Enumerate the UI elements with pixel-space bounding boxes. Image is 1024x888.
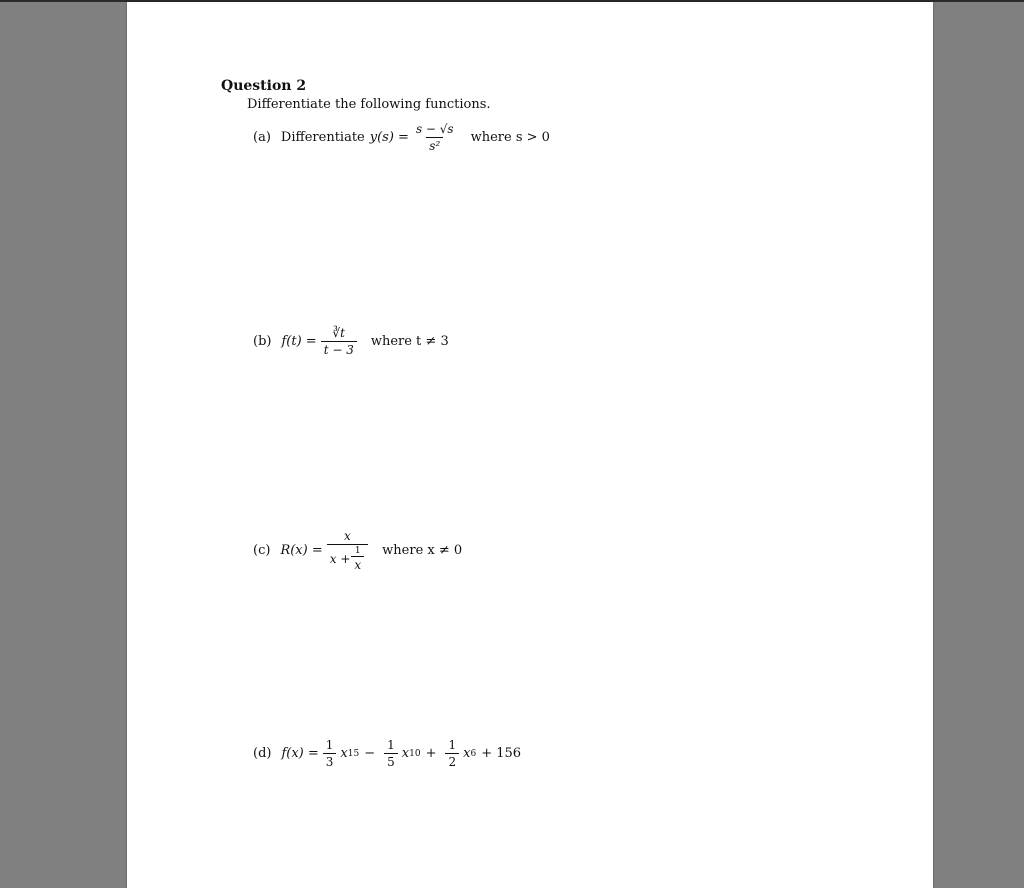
part-c-label: (c) — [253, 543, 271, 558]
part-d-term2-exponent: 10 — [409, 748, 421, 759]
part-b-fraction — [321, 326, 357, 357]
part-d-label: (d) — [253, 746, 272, 761]
part-d-op1: − — [364, 746, 376, 761]
part-b-label: (b) — [253, 334, 272, 349]
part-c-numerator: x — [344, 529, 351, 543]
part-c-denominator-main: x + — [329, 552, 351, 566]
part-a-denominator: s² — [426, 137, 443, 153]
part-d-op2: + — [425, 746, 437, 761]
part-d-term3-denominator: 2 — [445, 753, 459, 769]
part-b-denominator: t − 3 — [321, 341, 357, 357]
question-instruction: Differentiate the following functions. — [247, 97, 491, 112]
part-c-fraction — [327, 529, 368, 572]
part-c-inner-denominator: x — [351, 556, 364, 572]
part-a-condition: where s > 0 — [470, 130, 550, 145]
document-page — [127, 2, 933, 888]
part-d-term1-exponent: 15 — [347, 748, 360, 759]
part-a-fraction — [413, 122, 457, 153]
part-d-term2-var: x — [401, 746, 410, 761]
part-b-numerator: ∛t — [332, 326, 345, 340]
part-d — [253, 738, 521, 769]
part-a-lhs: y(s) = — [369, 130, 409, 145]
part-d-term1-var: x — [340, 746, 348, 761]
part-c-condition: where x ≠ 0 — [382, 543, 463, 558]
part-d-term3-var: x — [463, 746, 471, 761]
part-c-inner-fraction — [351, 546, 364, 572]
part-c — [253, 529, 462, 572]
part-d-term3-exponent: 6 — [470, 748, 477, 759]
part-c-lhs: R(x) = — [280, 543, 323, 558]
part-c-inner-numerator: 1 — [354, 546, 361, 556]
part-d-term3-fraction — [445, 738, 459, 769]
part-d-lhs: f(x) = — [281, 746, 319, 761]
part-a-numerator: s − √s — [415, 122, 454, 136]
part-c-denominator — [327, 544, 368, 572]
part-b-condition: where t ≠ 3 — [370, 334, 449, 349]
part-d-term1-denominator: 3 — [323, 753, 337, 769]
part-d-term1-numerator: 1 — [325, 738, 334, 752]
part-d-term2-denominator: 5 — [384, 753, 398, 769]
part-d-term2-numerator: 1 — [387, 738, 395, 752]
part-d-term1-fraction — [323, 738, 337, 769]
question-title: Question 2 — [221, 78, 307, 94]
part-b-lhs: f(t) = — [281, 334, 317, 349]
part-a — [253, 122, 550, 153]
part-d-term3-numerator: 1 — [448, 738, 457, 752]
part-d-term2-fraction — [384, 738, 398, 769]
part-a-prefix: Differentiate — [280, 130, 365, 145]
part-b — [253, 326, 449, 357]
part-a-label: (a) — [253, 130, 271, 145]
part-d-tail: + 156 — [481, 746, 522, 761]
